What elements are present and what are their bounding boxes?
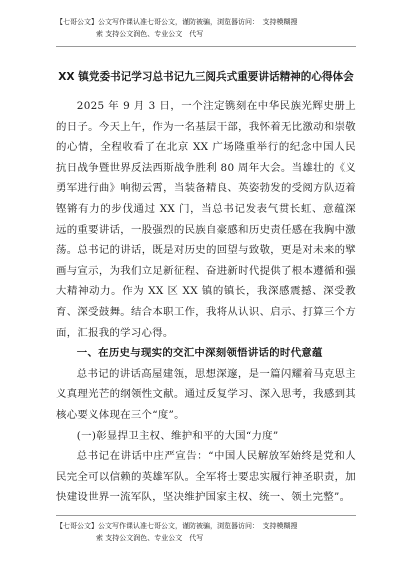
subsection-1-paragraph: 总书记在讲话中庄严宣告：“中国人民解放军始终是党和人民完全可以信赖的英雄军队。全军将士要忠实履行神圣职责，加快建设世界一流军队，坚决维护国家主权、统一、领土完整”。 [56, 450, 356, 504]
footer-divider [56, 515, 356, 516]
header-banner-line-2: 索 支持公文润色、专业公文 代写 [96, 30, 204, 38]
section-1-paragraph: 总书记的讲话高屋建瓴，思想深邃，是一篇闪耀着马克思主义真理光芒的纲领性文献。通过反复学习、深入思考，我感到其核心要义体现在三个“度”。 [56, 367, 356, 421]
subsection-1-heading: (一)彰显捍卫主权、维护和平的大国“力度” [76, 429, 279, 442]
intro-paragraph: 2025 年 9 月 3 日，一个注定镌刻在中华民族光辉史册上的日子。今天上午，作为一名基层干部，我怀着无比激动和崇敬的心情，全程收看了在北京 XX 广场隆重举行的纪念中国人民抗日战争暨世界反法西斯战争胜利 80 周年大会。当雄壮的《义勇军进行曲》响彻云霄，当装备精良、英姿勃发的受阅方队迈着铿锵有力的步伐通过 XX 门，当总书记发表气贯长虹、意蕴深远的重要讲话，一股强烈的民族自豪感和历史责任感在我胸中激荡。总书记的讲话，既是对历史的回望与致敬，更是对未来的擘画与宣示，为我们立足新征程、奋进新时代提供了根本遵循和强大精神动力。作为 XX 区 XX 镇的镇长，我深感震撼、深受教育、深受鼓舞。结合本职工作，我将从认识、启示、打算三个方面，汇报我的学习心得。 [56, 100, 356, 339]
header-banner [56, 16, 356, 40]
document-body [56, 96, 356, 508]
footer-banner-line-2: 索 支持公文润色、专业公文 代写 [96, 534, 204, 542]
footer-banner-line-1: 【七哥公文】公文写作课认准七哥公文，谨防被骗，浏览器访问： 支持模糊搜 [56, 522, 298, 530]
document-title: XX 镇党委书记学习总书记九三阅兵式重要讲话精神的心得体会 [58, 71, 354, 83]
footer-banner [56, 520, 356, 544]
header-banner-line-1: 【七哥公文】公文写作课认准七哥公文，谨防被骗，浏览器访问： 支持模糊搜 [56, 18, 298, 26]
header-divider [56, 46, 356, 47]
section-1-heading: 一、在历史与现实的交汇中深刻领悟讲话的时代意蕴 [76, 347, 323, 360]
